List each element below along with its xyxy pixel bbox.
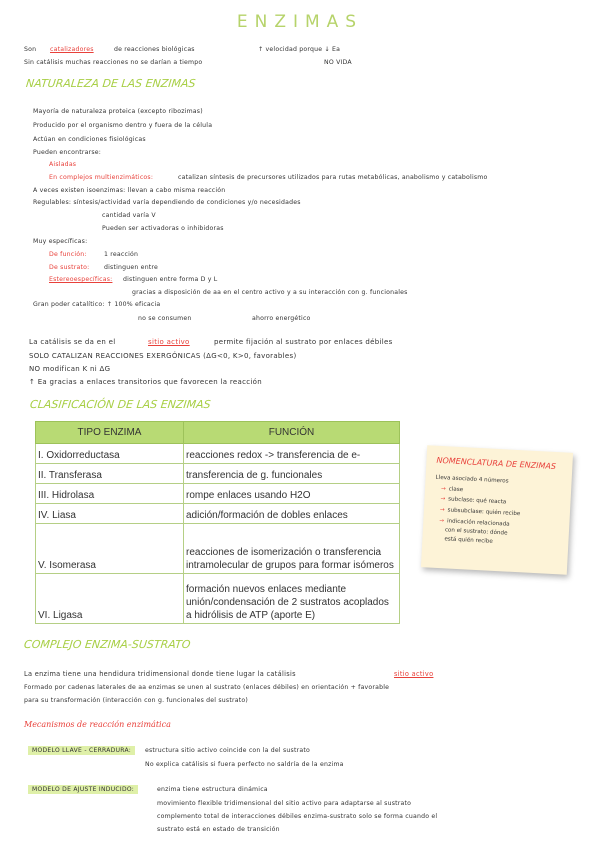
llave-cerradura-badge: MODELO LLAVE - CERRADURA: [28, 746, 135, 755]
cell-tipo: III. Hidrolasa [36, 484, 184, 504]
cell-tipo: I. Oxidorreductasa [36, 444, 184, 464]
cell-funcion: formación nuevos enlaces mediante unión/condensación de 2 sustratos acoplados a hidrólisis de ATP (aporte E) [184, 574, 400, 624]
header-funcion: FUNCIÓN [184, 422, 400, 444]
complejos-label: En complejos multienzimáticos: [49, 174, 154, 181]
cell-funcion: transferencia de g. funcionales [184, 464, 400, 484]
especificas-text: Muy específicas: [33, 238, 88, 245]
complejo-line2: Formado por cadenas laterales de aa enzimas se unen al sustrato (enlaces débiles) en orientación + favorable [24, 684, 390, 691]
table-row [36, 574, 400, 624]
heading-complejo: COMPLEJO ENZIMA-SUSTRATO [23, 638, 192, 651]
sustrato-text: distinguen entre [104, 264, 159, 271]
ajuste-inducido-badge: MODELO DE AJUSTE INDUCIDO: [28, 785, 138, 794]
cell-funcion: rompe enlaces usando H2O [184, 484, 400, 504]
ajuste-text-2: movimiento flexible tridimensional del sitio activo para adaptarse al sustrato [157, 800, 412, 807]
note-item: → subsubclase: quién recibe [440, 507, 521, 517]
table-row [36, 444, 400, 464]
note-line: está quién recibe [444, 536, 493, 545]
table-header-row [36, 422, 400, 444]
sustrato-label: De sustrato: [49, 264, 90, 271]
llave-text-1: estructura sitio activo coincide con la del sustrato [145, 747, 310, 754]
gracias-text: gracias a disposición de aa en el centro activo y a su interacción con g. funcionales [132, 289, 408, 296]
catalisis-sitio-activo: sitio activo [148, 338, 190, 346]
ahorro-text: ahorro energético [252, 315, 311, 322]
intro-reacciones: de reacciones biológicas [114, 46, 195, 53]
naturaleza-line: Pueden encontrarse: [33, 149, 102, 156]
catalisis-permite: permite fijación al sustrato por enlaces débiles [214, 338, 393, 346]
isoenzimas-text: A veces existen isoenzimas: llevan a cabo misma reacción [33, 187, 226, 194]
heading-naturaleza: NATURALEZA DE LAS ENZIMAS [25, 77, 197, 90]
cell-tipo: VI. Ligasa [36, 574, 184, 624]
aisladas-label: Aisladas [49, 161, 77, 168]
cell-funcion: adición/formación de dobles enlaces [184, 504, 400, 524]
note-item: → subclase: qué reacta [440, 496, 506, 505]
cell-funcion: reacciones de isomerización o transferencia intramolecular de grupos para formar isómeros [184, 524, 400, 574]
cell-tipo: IV. Liasa [36, 504, 184, 524]
page-title: ENZIMAS [236, 12, 364, 32]
intro-sin-catalisis: Sin catálisis muchas reacciones no se darían a tiempo [24, 59, 203, 66]
nomenclatura-note [421, 445, 573, 574]
cantidad-text: cantidad varía V [102, 212, 156, 219]
table-row [36, 484, 400, 504]
mecanismos-subheading: Mecanismos de reacción enzimática [24, 720, 171, 729]
complejo-sitio-activo: sitio activo [394, 670, 434, 678]
regulables-text: Regulables: síntesis/actividad varía dependiendo de condiciones y/o necesidades [33, 199, 301, 206]
intro-son: Son [24, 46, 37, 53]
pueden-text: Pueden ser activadoras o inhibidoras [102, 225, 224, 232]
table-row [36, 464, 400, 484]
note-title: NOMENCLATURA DE ENZIMAS [436, 455, 557, 472]
classification-table [35, 421, 400, 624]
cell-tipo: II. Transferasa [36, 464, 184, 484]
poder-text: Gran poder catalítico: ↑ 100% eficacia [33, 301, 161, 308]
catalisis-line2: SOLO CATALIZAN REACCIONES EXERGÓNICAS (ΔG<0, K>0, favorables) [29, 352, 297, 360]
heading-clasificacion: CLASIFICACIÓN DE LAS ENZIMAS [29, 398, 212, 411]
note-line: con el sustrato: dónde [444, 527, 508, 537]
naturaleza-line: Actúan en condiciones fisiológicas [33, 136, 146, 143]
header-tipo: TIPO ENZIMA [36, 422, 184, 444]
ajuste-text-3: complemento total de interacciones débiles enzima-sustrato solo se forma cuando el [157, 813, 438, 820]
naturaleza-line: Producido por el organismo dentro y fuera de la célula [33, 122, 213, 129]
table-row [36, 524, 400, 574]
naturaleza-line: Mayoría de naturaleza proteica (excepto ribozimas) [33, 108, 203, 115]
table-row [36, 504, 400, 524]
intro-no-vida: NO VIDA [324, 59, 352, 66]
estereo-label: Estereoespecíficas: [49, 276, 113, 283]
intro-velocidad: ↑ velocidad porque ↓ Ea [258, 46, 341, 53]
complejo-line3: para su transformación (interacción con g. funcionales del sustrato) [24, 697, 248, 704]
ajuste-text-4: sustrato está en estado de transición [157, 826, 280, 833]
catalisis-line1: La catálisis se da en el [29, 338, 116, 346]
cell-funcion: reacciones redox -> transferencia de e- [184, 444, 400, 464]
note-item: → indicación relacionada [439, 518, 510, 528]
complejos-text: catalizan síntesis de precursores utilizados para rutas metabólicas, anabolismo y catabolismo [178, 174, 488, 181]
catalisis-line4: ↑ Ea gracias a enlaces transitorios que favorecen la reacción [29, 378, 262, 386]
intro-catalizadores: catalizadores [50, 46, 94, 53]
consumen-text: no se consumen [138, 315, 192, 322]
catalisis-line3: NO modifican K ni ΔG [29, 365, 111, 373]
cell-tipo: V. Isomerasa [36, 524, 184, 574]
llave-text-2: No explica catálisis si fuera perfecto no saldría de la enzima [145, 761, 344, 768]
estereo-text: distinguen entre forma D y L [123, 276, 218, 283]
note-item: → clase [441, 486, 463, 493]
funcion-text: 1 reacción [104, 251, 139, 258]
complejo-line1: La enzima tiene una hendidura tridimensional donde tiene lugar la catálisis [24, 670, 296, 678]
funcion-label: De función: [49, 251, 87, 258]
ajuste-text-1: enzima tiene estructura dinámica [157, 786, 268, 793]
note-line: Lleva asociado 4 números [435, 474, 509, 485]
